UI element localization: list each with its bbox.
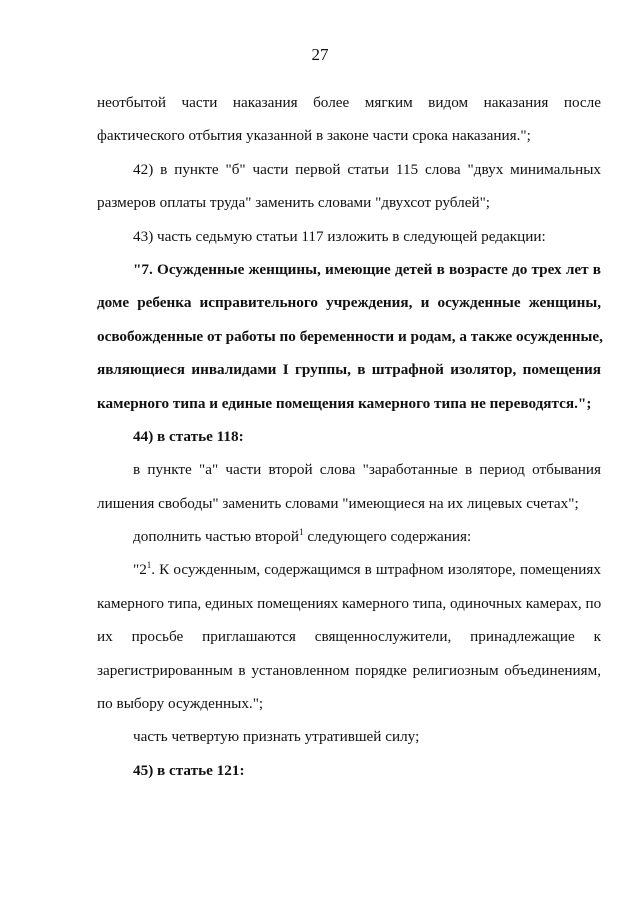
text-line: размеров оплаты труда" заменить словами "двухсот рублей"; xyxy=(97,194,490,212)
text-line: "7. Осужденные женщины, имеющие детей в возрасте до трех лет в xyxy=(133,260,601,278)
text-line: освобожденные от работы по беременности и родам, а также осужденные, xyxy=(97,327,603,345)
text-line: являющиеся инвалидами I группы, в штрафной изолятор, помещения xyxy=(97,361,601,379)
text-line xyxy=(97,553,601,586)
text-line: 42) в пункте "б" части первой статьи 115 слова "двух минимальных xyxy=(133,160,601,178)
text-line: доме ребенка исправительного учреждения, и осужденные женщины, xyxy=(97,294,601,312)
text-line: камерного типа, единых помещениях камерного типа, одиночных камерах, по xyxy=(97,594,602,612)
text-line xyxy=(97,520,601,553)
text-fragment: дополнить частью второй xyxy=(133,528,300,546)
text-line: камерного типа и единые помещения камерного типа не переводятся."; xyxy=(97,394,592,412)
superscript: 1 xyxy=(146,560,152,571)
text-line: зарегистрированным в установленном порядке религиозным объединениям, xyxy=(97,661,601,679)
text-line: 43) часть седьмую статьи 117 изложить в следующей редакции: xyxy=(133,227,546,245)
text-line: часть четвертую признать утратившей силу; xyxy=(133,728,420,746)
superscript: 1 xyxy=(299,527,304,538)
text-fragment: "2 xyxy=(133,561,147,579)
text-line: 45) в статье 121: xyxy=(133,761,245,779)
text-line: фактического отбытия указанной в законе части срока наказания."; xyxy=(97,127,531,145)
text-fragment: следующего содержания: xyxy=(303,528,472,546)
document-body xyxy=(97,86,601,787)
text-line: неотбытой части наказания более мягким видом наказания после xyxy=(97,94,601,111)
text-fragment: . К осужденным, содержащимся в штрафном изоляторе, помещениях xyxy=(151,561,601,579)
text-line: по выбору осужденных."; xyxy=(97,695,264,713)
text-line: в пункте "а" части второй слова "заработанные в период отбывания xyxy=(133,461,601,479)
text-line: лишения свободы" заменить словами "имеющиеся на их лицевых счетах"; xyxy=(97,494,579,512)
page-number: 27 xyxy=(311,45,329,64)
text-line: 44) в статье 118: xyxy=(133,427,244,445)
text-line: их просьбе приглашаются священнослужители, принадлежащие к xyxy=(97,628,601,646)
